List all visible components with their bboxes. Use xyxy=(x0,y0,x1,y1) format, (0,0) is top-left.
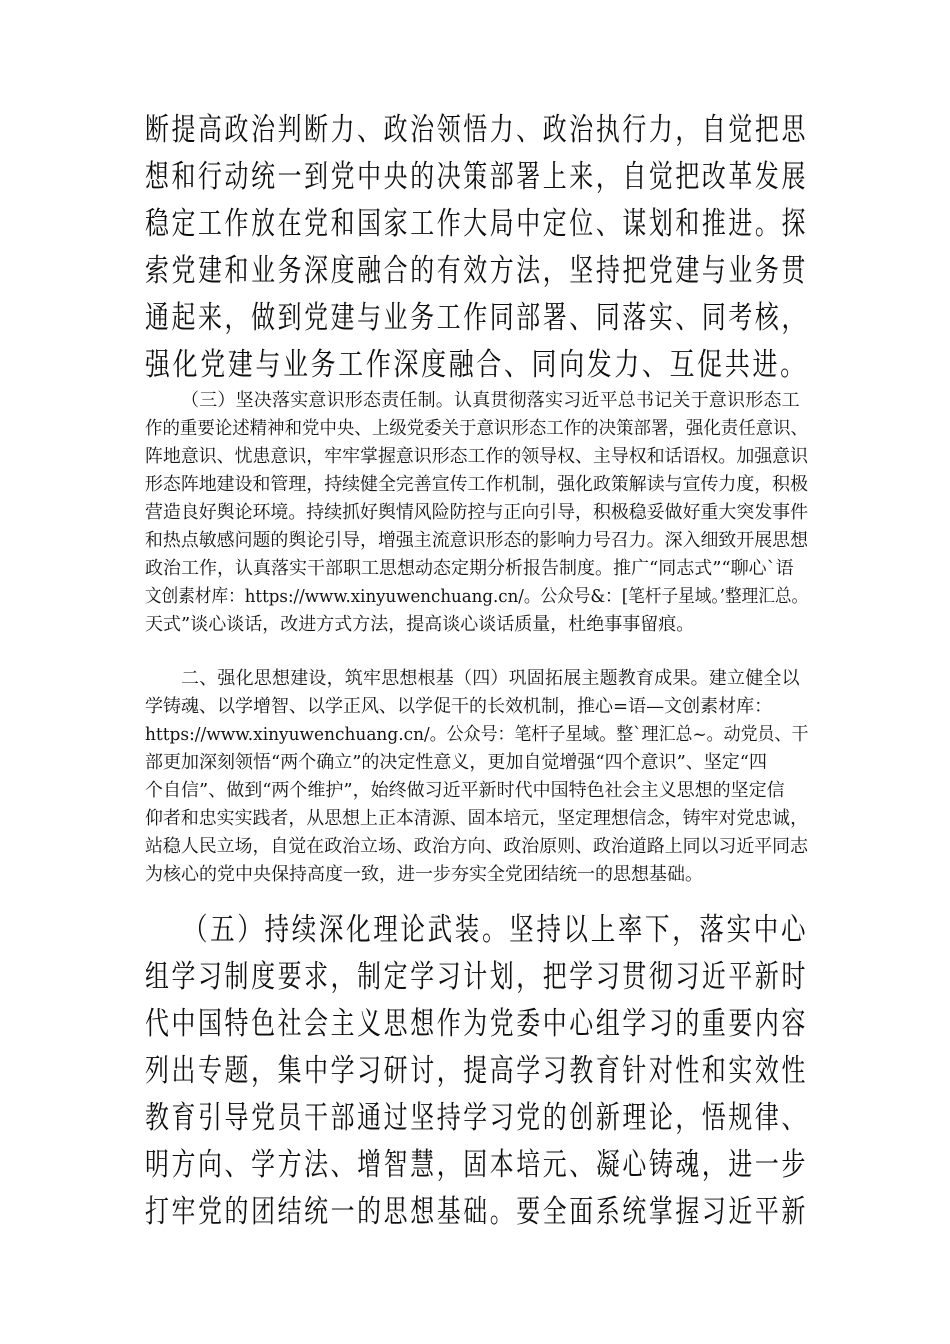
text-line: 教育引导党员干部通过坚持学习党的创新理论，悟规律、 xyxy=(145,1100,808,1136)
text-line: 文创素材库：https://www.xinyuwenchuang.cn/。公众号&：[笔杆子星域。’整理汇总。 xyxy=(145,586,809,607)
text-line: （五）持续深化理论武装。坚持以上率下，落实中心 xyxy=(183,912,809,948)
text-line: 和热点敏感问题的舆论引导，增强主流意识形态的影响力号召力。深入细致开展思想 xyxy=(145,530,809,551)
text-line: 想和行动统一到党中央的决策部署上来，自觉把改革发展 xyxy=(145,159,808,195)
text-line: （三）坚决落实意识形态责任制。认真贯彻落实习近平总书记关于意识形态工 xyxy=(181,390,800,411)
text-line: 天式”谈心谈话，改进方式方法，提高谈心谈话质量，杜绝事事留痕。 xyxy=(145,614,695,635)
text-line: 代中国特色社会主义思想作为党委中心组学习的重要内容 xyxy=(145,1006,808,1042)
text-line: 阵地意识、忧患意识，牢牢掌握意识形态工作的领导权、主导权和话语权。加强意识 xyxy=(145,446,809,467)
text-line: 组学习制度要求，制定学习计划，把学习贯彻习近平新时 xyxy=(145,959,808,995)
text-line: 学铸魂、以学增智、以学正风、以学促干的长效机制，推心=语—文创素材库： xyxy=(145,696,773,717)
text-line: 断提高政治判断力、政治领悟力、政治执行力，自觉把思 xyxy=(145,112,808,148)
text-line: 作的重要论述精神和党中央、上级党委关于意识形态工作的决策部署，强化责任意识、 xyxy=(145,418,809,439)
text-line: 部更加深刻领悟“两个确立”的决定性意义，更加自觉增强“四个意识”、坚定“四 xyxy=(145,752,768,773)
text-line: 稳定工作放在党和国家工作大局中定位、谋划和推进。探 xyxy=(145,206,808,242)
text-line: 个自信”、做到“两个维护”，始终做习近平新时代中国特色社会主义思想的坚定信 xyxy=(145,780,785,801)
text-line: 通起来，做到党建与业务工作同部署、同落实、同考核， xyxy=(145,300,808,336)
text-line: 仰者和忠实实践者，从思想上正本清源、固本培元，坚定理想信念，铸牢对党忠诚， xyxy=(145,808,809,829)
text-line: https://www.xinyuwenchuang.cn/。公众号：笔杆子星域。整`理汇总~。动党员、干 xyxy=(145,724,809,745)
text-line: 明方向、学方法、增智慧，固本培元、凝心铸魂，进一步 xyxy=(145,1147,808,1183)
text-line: 营造良好舆论环境。持续抓好舆情风险防控与正向引导，积极稳妥做好重大突发事件 xyxy=(145,502,809,523)
text-line: 政治工作，认真落实干部职工思想动态定期分析报告制度。推广“同志式”“聊心`语 xyxy=(145,558,794,579)
text-line: 为核心的党中央保持高度一致，进一步夯实全党团结统一的思想基础。 xyxy=(145,864,703,885)
text-line: 列出专题，集中学习研讨，提高学习教育针对性和实效性 xyxy=(145,1053,808,1089)
text-line: 形态阵地建设和管理，持续健全完善宣传工作机制，强化政策解读与宣传力度，积极 xyxy=(145,474,809,495)
text-line: 索党建和业务深度融合的有效方法，坚持把党建与业务贯 xyxy=(145,253,808,289)
text-line: 打牢党的团结统一的思想基础。要全面系统掌握习近平新 xyxy=(145,1194,808,1230)
text-line: 二、强化思想建设，筑牢思想根基（四）巩固拓展主题教育成果。建立健全以 xyxy=(181,668,800,689)
text-line: 强化党建与业务工作深度融合、同向发力、互促共进。 xyxy=(145,347,808,383)
text-line: 站稳人民立场，自觉在政治立场、政治方向、政治原则、政治道路上同以习近平同志 xyxy=(145,836,809,857)
